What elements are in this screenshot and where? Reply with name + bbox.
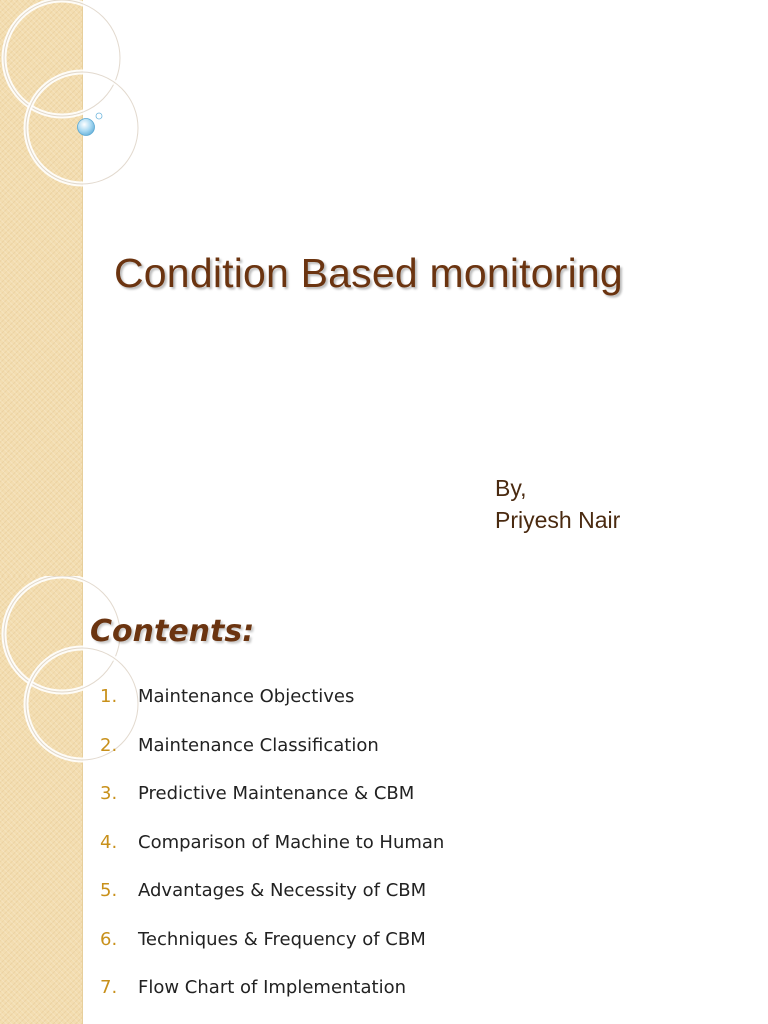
contents-slide (0, 576, 768, 1024)
contents-item (100, 735, 444, 784)
item-number: 2. (100, 734, 118, 756)
item-number: 6. (100, 928, 118, 950)
item-number: 4. (100, 831, 118, 853)
item-number: 7. (100, 977, 118, 998)
contents-item (100, 977, 444, 1024)
author-byline (495, 472, 620, 536)
contents-item (100, 686, 444, 735)
author-name: Priyesh Nair (495, 507, 621, 533)
byline-label: By, (495, 475, 527, 501)
contents-item (100, 783, 444, 832)
textured-side-strip (0, 576, 83, 1024)
item-text: Techniques & Frequency of CBM (138, 928, 426, 950)
item-text: Comparison of Machine to Human (138, 831, 445, 853)
contents-heading: Contents: (90, 614, 255, 649)
item-text: Maintenance Objectives (138, 686, 355, 707)
item-text: Flow Chart of Implementation (138, 977, 406, 998)
item-number: 3. (100, 783, 118, 804)
contents-list (100, 686, 444, 1024)
contents-item (100, 880, 444, 929)
item-number: 5. (100, 880, 118, 901)
textured-side-strip (0, 0, 83, 576)
item-text: Maintenance Classification (138, 734, 379, 756)
item-number: 1. (100, 686, 118, 707)
presentation-title: Condition Based monitoring (114, 250, 623, 296)
contents-item (100, 929, 444, 978)
item-text: Predictive Maintenance & CBM (138, 783, 415, 804)
contents-item (100, 832, 444, 881)
item-text: Advantages & Necessity of CBM (138, 880, 427, 901)
